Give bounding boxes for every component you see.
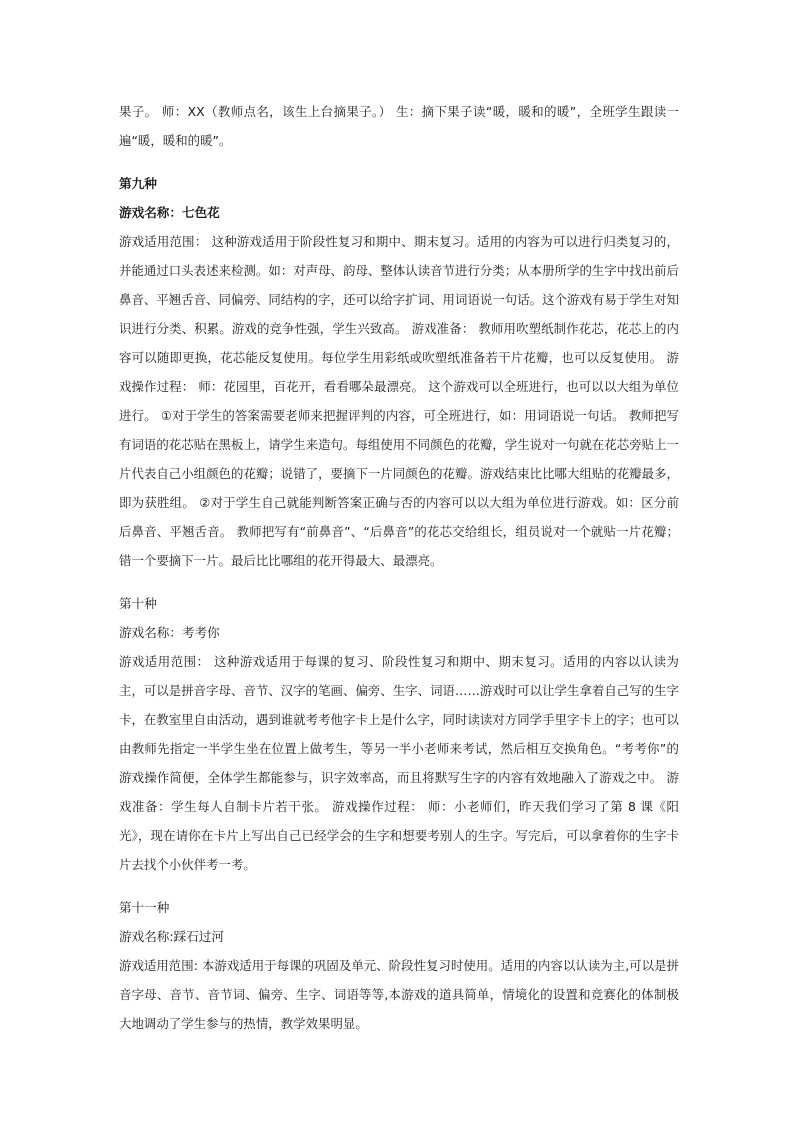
section10-heading: 第十种 — [119, 596, 157, 611]
intro-paragraph: 果子。 师：XX（教师点名，该生上台摘果子。） 生：摘下果子读“暖，暖和的暖”，全班学生跟读一遍“暖，暖和的暖”。 — [119, 104, 679, 148]
document-page — [119, 97, 679, 1038]
spacer — [119, 575, 679, 589]
spacer — [119, 879, 679, 893]
spacer — [119, 155, 679, 169]
section10-body: 游戏适用范围： 这种游戏适用于每课的复习、阶段性复习和期中、期末复习。适用的内容以认读为主，可以是拼音字母、音节、汉字的笔画、偏旁、生字、词语……游戏时可以让学生拿着自己写的生字卡，在教室里自由活动，遇到谁就考考他字卡上是什么字，同时读读对方同学手里字卡上的字；也可以由教师先指定一半学生坐在位置上做考生，等另一半小老师来考试，然后相互交换角色。“考考你”的游戏操作简便，全体学生都能参与，识字效率高，而且将默写生字的内容有效地融入了游戏之中。 游戏准备：学生每人自制卡片若干张。 游戏操作过程： 师：小老师们，昨天我们学习了第 8 课《阳光》，现在请你在卡片上写出自己已经学会的生字和想要考别人的生字。写完后，可以拿着你的生字卡片去找个小伙伴考一考。 — [119, 654, 679, 872]
section9-game-name: 游戏名称：七色花 — [119, 205, 220, 220]
section11-game-name: 游戏名称:踩石过河 — [119, 929, 224, 944]
section11-heading: 第十一种 — [119, 900, 170, 915]
section11-body: 游戏适用范围: 本游戏适用于每课的巩固及单元、阶段性复习时使用。适用的内容以认读为主,可以是拼音字母、音节、音节词、偏旁、生字、词语等等,本游戏的道具简单，情境化的设置和竞赛化的体制极大地调动了学生参与的热情，教学效果明显。 — [119, 958, 679, 1031]
section9-heading: 第九种 — [119, 176, 157, 191]
section10-game-name: 游戏名称：考考你 — [119, 625, 220, 640]
section9-body: 游戏适用范围： 这种游戏适用于阶段性复习和期中、期末复习。适用的内容为可以进行归类复习的，并能通过口头表述来检测。如：对声母、韵母、整体认读音节进行分类；从本册所学的生字中找出前后鼻音、平翘舌音、同偏旁、同结构的字，还可以给字扩词、用词语说一句话。这个游戏有易于学生对知识进行分类、积累。游戏的竞争性强，学生兴致高。 游戏准备： 教师用吹塑纸制作花芯，花芯上的内容可以随即更换，花芯能反复使用。每位学生用彩纸或吹塑纸准备若干片花瓣，也可以反复使用。 游戏操作过程： 师：花园里，百花开，看看哪朵最漂亮。 这个游戏可以全班进行，也可以以大组为单位进行。 ①对于学生的答案需要老师来把握评判的内容，可全班进行，如：用词语说一句话。 教师把写有词语的花芯贴在黑板上，请学生来造句。每组使用不同颜色的花瓣，学生说对一句就在花芯旁贴上一片代表自己小组颜色的花瓣；说错了，要摘下一片同颜色的花瓣。游戏结束比比哪大组贴的花瓣最多，即为获胜组。 ②对于学生自己就能判断答案正确与否的内容可以以大组为单位进行游戏。如：区分前后鼻音、平翘舌音。 教师把写有“前鼻音”、“后鼻音”的花芯交给组长，组员说对一个就贴一片花瓣；错一个要摘下一片。最后比比哪组的花开得最大、最漂亮。 — [119, 234, 679, 568]
